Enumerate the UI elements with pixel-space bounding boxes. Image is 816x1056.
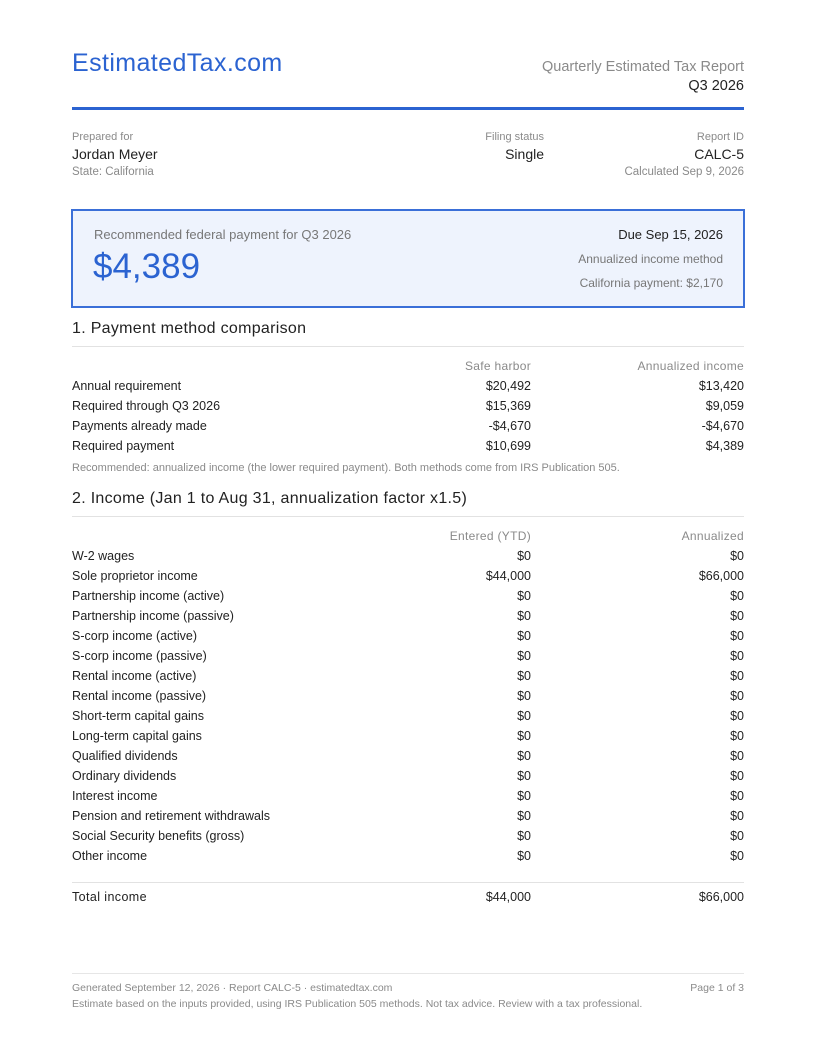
section-income-title: 2. Income (Jan 1 to Aug 31, annualization factor x1.5) [72,490,468,507]
footer-divider [72,973,744,974]
section-divider [72,516,744,517]
row-label: Interest income [72,789,158,803]
row-label: Qualified dividends [72,749,178,763]
annualized-value: $0 [730,549,744,563]
row-label: Social Security benefits (gross) [72,829,245,843]
table-row [72,786,744,806]
client-state: State: California [72,166,154,178]
report-id-value: CALC-5 [694,146,744,162]
row-label: Partnership income (active) [72,589,225,603]
entered-value: $44,000 [485,569,531,583]
safe-harbor-value: -$4,670 [488,419,531,433]
annualized-value: $0 [730,849,744,863]
entered-value: $0 [517,789,531,803]
table-row [72,706,744,726]
row-label: Annual requirement [72,379,182,393]
row-label: Pension and retirement withdrawals [72,809,271,823]
total-label: Total income [72,890,147,904]
payment-comparison-table [72,356,744,456]
annualized-value: $13,420 [698,379,744,393]
annualized-value: $9,059 [705,399,744,413]
state-payment: California payment: $2,170 [579,276,723,290]
entered-value: $0 [517,769,531,783]
annualized-value: $0 [730,789,744,803]
row-label: Other income [72,849,148,863]
recommendation-note: Recommended: annualized income (the lower required payment). Both methods come from IRS Publication 505. [72,462,620,474]
recommended-payment-box [71,209,745,308]
recommended-payment-amount: $4,389 [93,247,201,286]
table-row [72,626,744,646]
section-payment-comparison-title: 1. Payment method comparison [72,320,307,337]
table-row [72,846,744,866]
table-row [72,746,744,766]
entered-value: $0 [517,829,531,843]
row-label: Short-term capital gains [72,709,205,723]
row-label: Rental income (active) [72,669,197,683]
prepared-for-label: Prepared for [72,131,134,143]
table-row [72,646,744,666]
total-income-row [72,887,744,907]
filing-status-value: Single [505,146,544,162]
table-row [72,416,744,436]
table-row [72,726,744,746]
row-label: Partnership income (passive) [72,609,234,623]
entered-value: $0 [517,809,531,823]
report-id-label: Report ID [696,131,744,143]
table-row [72,826,744,846]
entered-value: $0 [517,549,531,563]
income-table [72,526,744,866]
entered-value: $0 [517,649,531,663]
annualized-value: $0 [730,829,744,843]
column-header-safe-harbor: Safe harbor [464,359,531,373]
report-title: Quarterly Estimated Tax Report [541,59,744,75]
brand-logo-text: EstimatedTax.com [72,49,283,77]
column-header-annualized: Annualized [681,529,744,543]
annualized-value: $0 [730,689,744,703]
annualized-value: $0 [730,649,744,663]
annualized-value: $4,389 [705,439,744,453]
column-header-entered: Entered (YTD) [449,529,531,543]
annualized-value: $66,000 [698,569,744,583]
safe-harbor-value: $15,369 [485,399,531,413]
footer-disclaimer: Estimate based on the inputs provided, using IRS Publication 505 methods. Not tax advice. Review with a tax professional. [72,998,643,1010]
footer-generated: Generated September 12, 2026 · Report CALC-5 · estimatedtax.com [72,982,393,994]
row-label: Sole proprietor income [72,569,198,583]
calculated-date: Calculated Sep 9, 2026 [624,166,744,178]
filing-status-label: Filing status [485,131,544,143]
entered-value: $0 [517,709,531,723]
client-name: Jordan Meyer [72,146,158,162]
report-quarter: Q3 2026 [688,78,744,94]
section-divider [72,346,744,347]
row-label: Ordinary dividends [72,769,177,783]
table-row [72,666,744,686]
column-header-annualized: Annualized income [637,359,744,373]
entered-value: $0 [517,689,531,703]
entered-value: $0 [517,729,531,743]
table-row [72,396,744,416]
annualized-value: $0 [730,709,744,723]
total-annualized-value: $66,000 [698,890,744,904]
row-label: S-corp income (active) [72,629,198,643]
row-label: Long-term capital gains [72,729,202,743]
entered-value: $0 [517,849,531,863]
annualized-value: $0 [730,749,744,763]
table-row [72,586,744,606]
table-row [72,376,744,396]
table-row [72,606,744,626]
row-label: S-corp income (passive) [72,649,207,663]
report-header [542,59,744,94]
table-row [72,546,744,566]
annualized-value: $0 [730,589,744,603]
payment-due-date: Due Sep 15, 2026 [618,227,723,242]
table-row [72,686,744,706]
row-label: Rental income (passive) [72,689,207,703]
table-row [72,566,744,586]
total-entered-value: $44,000 [485,890,531,904]
table-row [72,766,744,786]
total-divider [72,882,744,883]
row-label: Required payment [72,439,175,453]
table-row [72,436,744,456]
safe-harbor-value: $10,699 [485,439,531,453]
annualized-value: $0 [730,609,744,623]
entered-value: $0 [517,609,531,623]
entered-value: $0 [517,749,531,763]
safe-harbor-value: $20,492 [485,379,531,393]
annualized-value: $0 [730,629,744,643]
entered-value: $0 [517,589,531,603]
entered-value: $0 [517,629,531,643]
header-divider [72,107,744,110]
payment-method: Annualized income method [578,252,723,266]
row-label: W-2 wages [72,549,135,563]
table-row [72,806,744,826]
annualized-value: $0 [730,669,744,683]
annualized-value: -$4,670 [701,419,744,433]
annualized-value: $0 [730,809,744,823]
row-label: Required through Q3 2026 [72,399,221,413]
table-header-row [72,356,744,376]
recommended-payment-label: Recommended federal payment for Q3 2026 [94,227,352,242]
annualized-value: $0 [730,729,744,743]
page-number: Page 1 of 3 [690,982,744,994]
row-label: Payments already made [72,419,207,433]
entered-value: $0 [517,669,531,683]
table-header-row [72,526,744,546]
annualized-value: $0 [730,769,744,783]
